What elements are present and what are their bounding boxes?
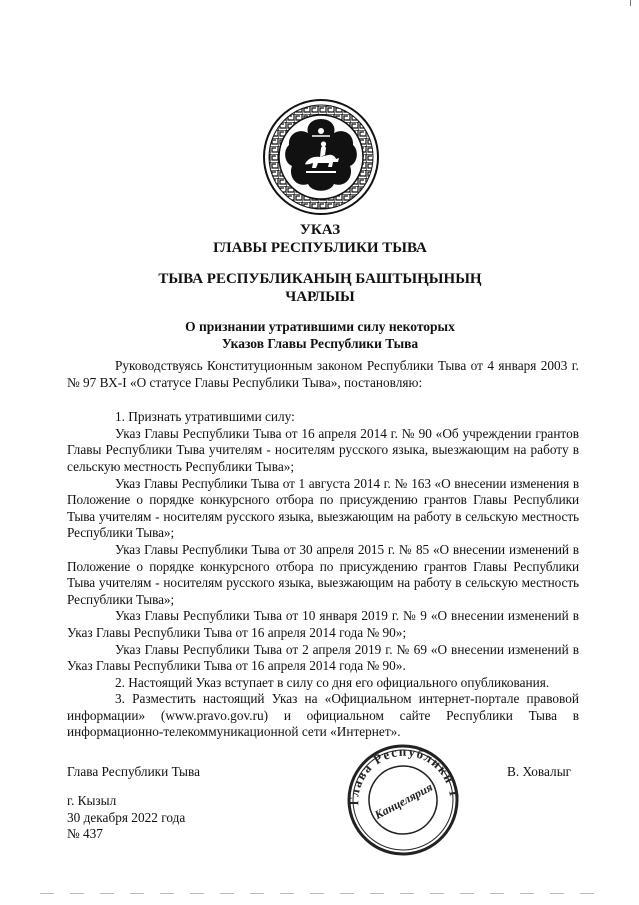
item-2-paragraph: 2. Настоящий Указ вступает в силу со дня его официального опубликования. [115,674,550,690]
stamp-center-text: Канцелярия [372,779,435,823]
preamble-paragraph: Руководствуясь Конституционным законом Республики Тыва от 4 января 2003 г. № 97 ВХ-I «О статусе Главы Республики Тыва», постановляю: [67,358,579,390]
date-label: 30 декабря 2022 года [67,809,186,825]
decree-title [40,221,600,257]
stamp-ring-text: Глава Республики Тыва [346,743,463,806]
decree-subject [40,318,600,352]
scan-bottom-noise [40,893,600,894]
item-1a-paragraph: Указ Главы Республики Тыва от 16 апреля 2014 г. № 90 «Об учреждении грантов Главы Республики Тыва учителям - носителям русского языка, выезжающим на работу в сельскую местность Республики Тыва»; [67,425,579,474]
city-label: г. Кызыл [67,793,117,808]
item-1b-paragraph: Указ Главы Республики Тыва от 1 августа 2014 г. № 163 «О внесении изменения в Положение о порядке конкурсного отбора по присуждению грантов Главы Республики Тыва учителям - носителям русского языка, выезжающим на работу в сельскую местность Республики Тыва»; [67,475,579,541]
item-1-title: 1. Признать утратившими силу: [115,409,295,425]
signatory-name: В. Ховалыг [507,764,572,779]
subject-line1: О признании утратившими силу некоторых [185,319,455,334]
decree-title-line2: ГЛАВЫ РЕСПУБЛИКИ ТЫВА [213,240,427,256]
item-1d-paragraph: Указ Главы Республики Тыва от 10 января 2019 г. № 9 «О внесении изменений в Указ Главы Республики Тыва от 16 апреля 2014 года № 90»; [67,608,579,640]
decree-number: № 437 [67,826,103,842]
decree-title-tuvan [40,270,600,306]
scan-mark [630,0,631,6]
item-1e-paragraph: Указ Главы Республики Тыва от 2 апреля 2019 г. № 69 «О внесении изменений в Указ Главы Республики Тыва от 16 апреля 2014 года № 90». [67,641,579,674]
chancellery-stamp-icon [338,738,468,856]
signatory-position: Глава Республики Тыва [67,764,200,779]
place-date-number [67,793,185,843]
coat-of-arms-icon [262,98,380,216]
decree-body [67,358,579,741]
item-1c-paragraph: Указ Главы Республики Тыва от 30 апреля 2015 г. № 85 «О внесении изменений в Положение о порядке конкурсного отбора по присуждению грантов Главы Республики Тыва учителям - носителям русского языка, выезжающим на работу в сельскую местность Республики Тыва»; [67,541,579,607]
tuvan-title-line2: ЧАРЛЫЫ [285,289,355,305]
item-3-paragraph: 3. Разместить настоящий Указ на «Официальном интернет-портале правовой информации» (www.pravo.gov.ru) и официальном сайте Республики Тыва в информационно-телекоммуникационной сети «Интернет». [67,691,579,740]
tuvan-title-line1: ТЫВА РЕСПУБЛИКАНЫҢ БАШТЫҢЫНЫҢ [158,271,482,287]
decree-title-line1: УКАЗ [299,222,341,238]
subject-line2: Указов Главы Республики Тыва [221,336,419,351]
